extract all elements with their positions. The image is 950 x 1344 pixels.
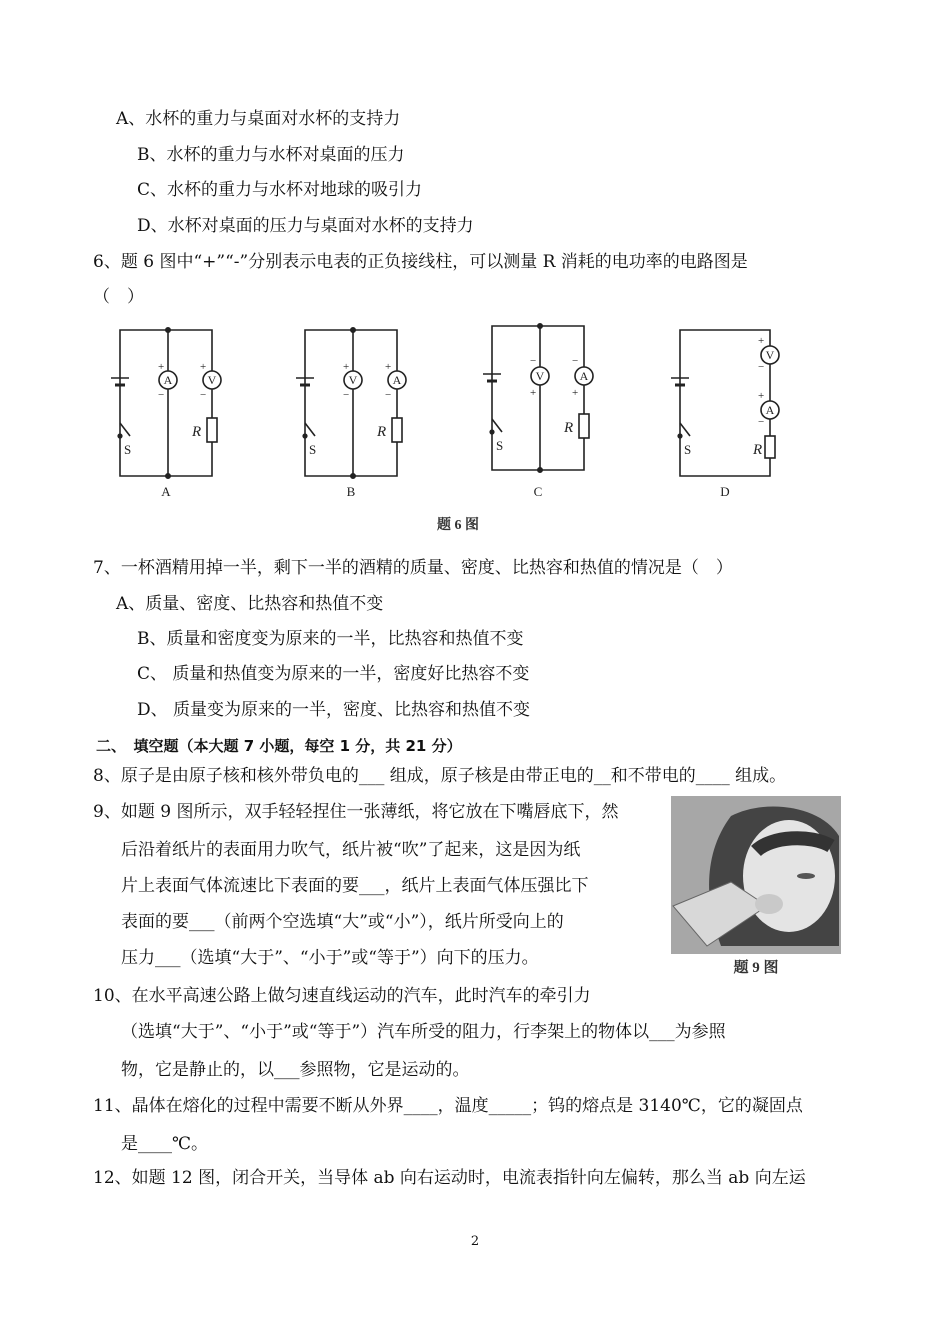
circuit-c-switch-label: S (496, 438, 504, 453)
circuit-d-switch-label: S (684, 442, 692, 457)
circuit-a-label: A (161, 484, 171, 499)
figure-6 (100, 318, 820, 548)
svg-text:−: − (758, 361, 765, 373)
q11-line1: 11、晶体在熔化的过程中需要不断从外界____，温度_____；钨的熔点是 3140℃，它的凝固点 (93, 1096, 803, 1116)
q8-text: 8、原子是由原子核和核外带负电的___ 组成，原子核是由带正电的__和不带电的____ 组成。 (93, 766, 787, 786)
svg-text:+: + (572, 387, 579, 399)
q9-line3: 片上表面气体流速比下表面的要___，纸片上表面气体压强比下 (121, 876, 589, 896)
q9-line4: 表面的要___（前两个空选填“大”或“小”），纸片所受向上的 (121, 912, 564, 932)
section-2-heading: 二、 填空题（本大题 7 小题，每空 1 分，共 21 分） (96, 737, 462, 755)
svg-text:+: + (530, 387, 537, 399)
svg-text:+: + (343, 361, 350, 373)
q7-option-c: C、 质量和热值变为原来的一半，密度好比热容不变 (137, 664, 530, 684)
svg-text:+: + (758, 335, 765, 347)
q7-option-b: B、质量和密度变为原来的一半，比热容和热值不变 (137, 629, 524, 649)
svg-text:−: − (200, 389, 207, 401)
q10-line1: 10、在水平高速公路上做匀速直线运动的汽车，此时汽车的牵引力 (93, 986, 591, 1006)
q5-option-b: B、水杯的重力与水杯对桌面的压力 (137, 145, 405, 165)
circuit-b-meter-right: A (392, 373, 402, 387)
circuit-d-meter-top: V (765, 348, 775, 362)
circuit-a-resistor-label: R (192, 424, 202, 440)
q11-line2: 是____℃。 (121, 1134, 209, 1154)
q12-line1: 12、如题 12 图，闭合开关，当导体 ab 向右运动时，电流表指针向左偏转，那么当 ab 向左运 (93, 1168, 806, 1188)
circuit-d-resistor-label: R (753, 442, 763, 458)
svg-text:+: + (758, 390, 765, 402)
figure-6-caption: 题 6 图 (437, 518, 479, 533)
q5-option-d: D、水杯对桌面的压力与桌面对水杯的支持力 (137, 216, 474, 236)
circuit-d-label: D (720, 484, 730, 499)
circuit-c-resistor-label: R (564, 420, 574, 436)
q6-stem-line1: 6、题 6 图中“+”“-”分别表示电表的正负接线柱，可以测量 R 消耗的电功率的电路图是 (93, 252, 748, 272)
svg-text:−: − (758, 416, 765, 428)
circuit-a-meter-right: V (207, 373, 217, 387)
q7-option-d: D、 质量变为原来的一半，密度、比热容和热值不变 (137, 700, 531, 720)
figure-9 (671, 796, 841, 976)
figure-9-caption: 题 9 图 (733, 960, 779, 976)
q5-option-a: A、水杯的重力与桌面对水杯的支持力 (116, 109, 401, 129)
q6-stem-line2: （ ） (93, 287, 144, 307)
q10-line2: （选填“大于”、“小于”或“等于”）汽车所受的阻力，行李架上的物体以___为参照 (121, 1022, 726, 1042)
q9-line1: 9、如题 9 图所示，双手轻轻捏住一张薄纸，将它放在下嘴唇底下，然 (93, 802, 619, 822)
q9-line5: 压力___（选填“大于”、“小于”或“等于”）向下的压力。 (121, 948, 539, 968)
circuit-d-meter-mid: A (765, 403, 775, 417)
svg-text:−: − (572, 355, 579, 367)
svg-text:+: + (158, 361, 165, 373)
svg-text:−: − (530, 355, 537, 367)
svg-text:−: − (343, 389, 350, 401)
svg-text:−: − (385, 389, 392, 401)
circuit-a-switch-label: S (124, 442, 132, 457)
q5-option-c: C、水杯的重力与水杯对地球的吸引力 (137, 180, 423, 200)
q10-line3: 物，它是静止的，以___参照物，它是运动的。 (121, 1060, 470, 1080)
q7-stem: 7、一杯酒精用掉一半，剩下一半的酒精的质量、密度、比热容和热值的情况是（ ） (93, 558, 733, 578)
q9-line2: 后沿着纸片的表面用力吹气，纸片被“吹”了起来，这是因为纸 (121, 840, 581, 860)
circuit-b-meter-left: V (348, 373, 358, 387)
svg-text:−: − (158, 389, 165, 401)
circuit-b-switch-label: S (309, 442, 317, 457)
svg-text:+: + (385, 361, 392, 373)
page-number: 2 (470, 1234, 480, 1249)
svg-text:+: + (200, 361, 207, 373)
q7-option-a: A、质量、密度、比热容和热值不变 (116, 594, 384, 614)
circuit-c-label: C (533, 484, 543, 499)
circuit-c-meter-right: A (579, 369, 589, 383)
circuit-b-label: B (346, 484, 356, 499)
circuit-b-resistor-label: R (377, 424, 387, 440)
circuit-c-meter-left: V (535, 369, 545, 383)
circuit-a-meter-left: A (163, 373, 173, 387)
